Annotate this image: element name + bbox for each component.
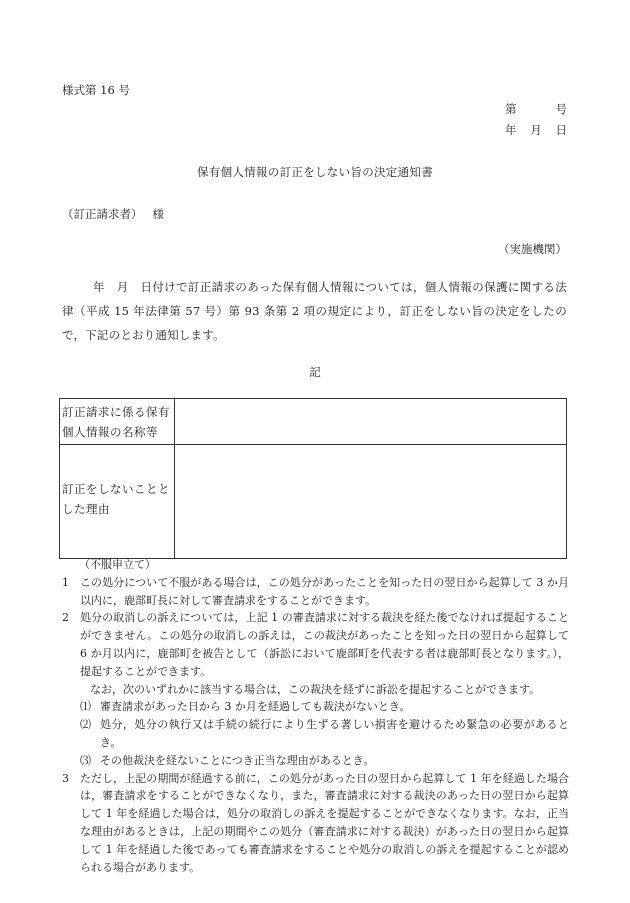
document-number-suffix: 号 (555, 102, 567, 116)
list-item (62, 770, 569, 877)
sub-item (62, 698, 569, 716)
addressee-honorific: 様 (152, 207, 164, 221)
sub-item (62, 716, 569, 752)
item-number: 1 (62, 575, 69, 589)
table-label-reason: 訂正をしないこととした理由 (60, 445, 175, 559)
addressee-name: （訂正請求者） (62, 207, 143, 221)
objection-section (62, 556, 569, 876)
item-text: 処分の取消しの訴えについては，上記 1 の審査請求に対する裁決を経た後でなければ提起することができません。この処分の取消しの訴えは，この裁決があったことを知った日の翌日から起算して 6 か月以内に，鹿部町を被告として（訴訟において鹿部町を代表する者は鹿部町長となります。），提起することができます。 (80, 611, 569, 678)
sub-item-text: 審査請求があった日から 3 か月を経過しても裁決がないとき。 (100, 700, 411, 714)
objection-note: なお，次のいずれかに該当する場合は，この裁決を経ずに訴訟を提起することができます。 (90, 682, 541, 696)
document-number-prefix: 第 (505, 102, 517, 116)
form-number: 様式第 16 号 (62, 83, 130, 97)
addressee (62, 206, 164, 222)
date-day: 日 (555, 123, 567, 137)
list-item (62, 574, 569, 610)
document-number (505, 101, 567, 117)
sub-item-text: 処分，処分の執行又は手続の続行により生ずる著しい損害を避けるため緊急の必要があるとき。 (100, 718, 569, 749)
issuing-agency: （実施機関） (498, 242, 567, 256)
sub-item (62, 752, 569, 770)
sub-item-text: その他裁決を経ないことにつき正当な理由があるとき。 (100, 753, 375, 767)
item-text: この処分について不服がある場合は，この処分があったことを知った日の翌日から起算して 3 か月以内に，鹿部町長に対して審査請求をすることができます。 (80, 575, 569, 607)
sub-item-number: ⑴ (80, 700, 91, 714)
table-label-info-name: 訂正請求に係る保有個人情報の名称等 (60, 399, 175, 445)
item-number: 2 (62, 611, 69, 625)
list-item (62, 609, 569, 680)
table-row (60, 445, 567, 559)
sub-item-number: ⑵ (80, 718, 91, 732)
item-number: 3 (62, 771, 69, 785)
document-title: 保有個人情報の訂正をしない旨の決定通知書 (197, 165, 433, 179)
item-text: ただし，上記の期間が経過する前に，この処分があった日の翌日から起算して 1 年を経過した場合は，審査請求をすることができなくなり，また，審査請求に対する裁決のあった日の翌日から起算して 1 年を経過した場合は，処分の取消しの訴えを提起することができなくなります。なお，正当な理由があるときは，上記の期間やこの処分（審査請求に対する裁決）があった日の翌日から起算して 1 年を経過した後であっても審査請求をすることや処分の取消しの訴えを提起することが認められる場合があります。 (80, 771, 569, 874)
ki-heading: 記 (309, 365, 321, 379)
table-value-reason (175, 445, 567, 559)
date-year: 年 (505, 123, 517, 137)
objection-heading: （不服申立て） (79, 558, 156, 571)
table-value-info-name (175, 399, 567, 445)
sub-item-number: ⑶ (80, 753, 91, 767)
date-month: 月 (530, 123, 542, 137)
info-table (59, 398, 567, 559)
document-date (505, 122, 567, 138)
body-paragraph: 年 月 日付けで訂正請求のあった保有個人情報については，個人情報の保護に関する法律（平成 15 年法律第 57 号）第 93 条第 2 項の規定により，訂正をしない旨の決定をしたので，下記のとおり通知します。 (62, 280, 567, 342)
table-row (60, 399, 567, 445)
